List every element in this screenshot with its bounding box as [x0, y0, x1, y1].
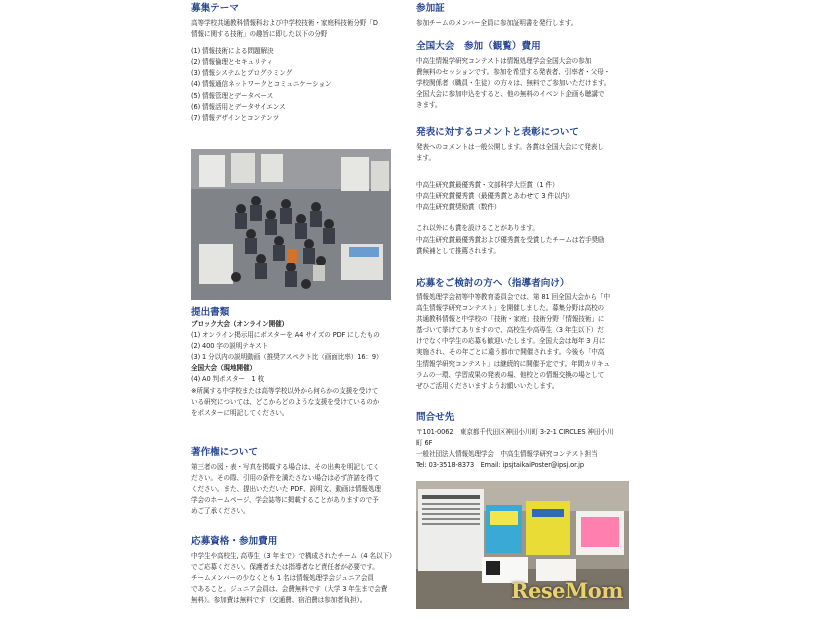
- contact-org: 一般社団法人情報処理学会 中高生情報学研究コンテスト担当: [416, 450, 598, 459]
- poster-session-photo: [191, 149, 391, 300]
- national-contest-title: 全国大会（現地開催）: [191, 364, 256, 373]
- eligibility-heading: 応募資格・参加費用: [191, 536, 278, 547]
- attendance-heading: 全国大会 参加（観覧）費用: [416, 41, 541, 52]
- eligibility-body: 中学生や高校生, 高専生（3 年まで）で構成されたチーム（4 名以下） でご応募ください。保護者または指導者など責任者が必要です。 チームメンバーの少なくとも 1 名は情報処理学会ジュニア会員 であること。ジュニア会員は、会費無料です（大学 3 年生まで会費 無料）。参加費は無料です（交通費、宿泊費は参加者負担）。: [191, 552, 396, 605]
- booth-photo: [416, 481, 629, 609]
- list-item: (1) オンライン掲示用にポスターを A4 サイズの PDF にしたもの: [191, 331, 380, 340]
- support-note: ※所属する中学校または高等学校以外から何らかの支援を受けて いる研究については、どこからどのような支援を受けているのか をポスターに明記してください。: [191, 386, 380, 417]
- list-item: (5) 情報管理とデータベース: [191, 91, 274, 100]
- list-item: (6) 情報活用とデータサイエンス: [191, 102, 286, 111]
- list-item: (4) A0 判ポスター 1 枚: [191, 375, 265, 384]
- contact-tel-email: Tel: 03-3518-8373 Email: ipsjtaikaiPoster@ipsj.or.jp: [416, 461, 584, 470]
- awards-outro: これ以外にも賞を設けることがあります。 中高生研究賞最優秀賞および優秀賞を受賞したチームは若手奨励 賞候補として推薦されます。: [416, 224, 605, 255]
- poster-session-illustration: [191, 149, 391, 300]
- list-item: 中高生研究賞最優秀賞・文部科学大臣賞（1 件）: [416, 181, 559, 190]
- theme-intro: 高等学校共通教科情報科および中学校技術・家庭科技術分野「D 情報に関する技術」の趣旨に即した以下の分野: [191, 19, 378, 39]
- block-contest-title: ブロック大会（オンライン開催）: [191, 320, 289, 328]
- list-item: 中高生研究賞奨励賞（数件）: [416, 203, 501, 212]
- copyright-heading: 著作権について: [191, 447, 258, 458]
- list-item: (3) 情報システムとプログラミング: [191, 69, 293, 78]
- teachers-heading: 応募をご検討の方へ（指導者向け）: [416, 278, 570, 289]
- theme-list: [191, 46, 409, 124]
- copyright-body: 第三者の図・表・写真を掲載する場合は、その出典を明記してく ださい。その際、引用の条件を満たさない場合は必ず許諾を得て ください。また、提出いただいた PDF、説明文、動画は情報処理 学会のホームページ、学会誌等に掲載することがありますので予 めご了承ください。: [191, 463, 381, 516]
- contact-address: 〒101-0062 東京都千代田区神田小川町 3-2-1 CIRCLES 神田小川 町 6F: [416, 428, 614, 448]
- contact-heading: 問合せ先: [416, 412, 455, 423]
- list-item: (3) 1 分以内の説明動画（推奨アスペクト比（画面比率）16：9）: [191, 353, 383, 362]
- list-item: (7) 情報デザインとコンテンツ: [191, 113, 280, 122]
- list-item: (1) 情報技術による問題解決: [191, 47, 274, 56]
- theme-heading: 募集テーマ: [191, 3, 239, 14]
- list-item: (4) 情報通信ネットワークとコミュニケーション: [191, 80, 332, 89]
- list-item: (2) 400 字の説明テキスト: [191, 342, 269, 351]
- resemom-watermark: [511, 578, 623, 603]
- submission-heading: 提出書類: [191, 307, 230, 318]
- awards-heading: 発表に対するコメントと表彰について: [416, 127, 579, 138]
- watermark-text: ReseMom: [511, 578, 623, 603]
- list-item: (2) 情報倫理とセキュリティ: [191, 58, 273, 67]
- awards-intro: 発表へのコメントは一般公開します。各賞は全国大会にて発表し ます。: [416, 143, 604, 163]
- list-item: 中高生研究賞優秀賞（最優秀賞とあわせて 3 件以内）: [416, 192, 574, 201]
- certificate-body: 参加チームのメンバー全員に参加証明書を発行します。: [416, 19, 578, 27]
- attendance-body: 中高生情報学研究コンテストは情報処理学会全国大会の参加 費無料のセッションです。参加を希望する発表者、引率者・父母・ 学校関係者（職員・生徒）の方々は、無料でご参加いただけます。 全国大会に参加申込をすると、他の無料のイベント企画も聴講で きます。: [416, 57, 611, 110]
- certificate-heading: 参加証: [416, 3, 445, 14]
- teachers-body: 情報処理学会初等中等教育委員会では、第 81 回全国大会から「中 高生情報学研究コンテスト」を開催しました。募集分野は高校の 共通教科情報と中学校の「技術・家庭」技術分野「情報技術」に 基づいて挙げてありますので、高校生や高専生（3 年生以下）だ けでなく中学生の応募も歓迎いたします。全国大会は毎年 3 月に 実施され、その年ごとに違う都市で開催されます。今後も「中高 生情報学研究コンテスト」は継続的に開催予定です。年間カリキュ ラムの一環、学習成果の発表の場、他校との情報交換の場として ぜひご活用くださいますようお願いいたします。: [416, 293, 611, 390]
